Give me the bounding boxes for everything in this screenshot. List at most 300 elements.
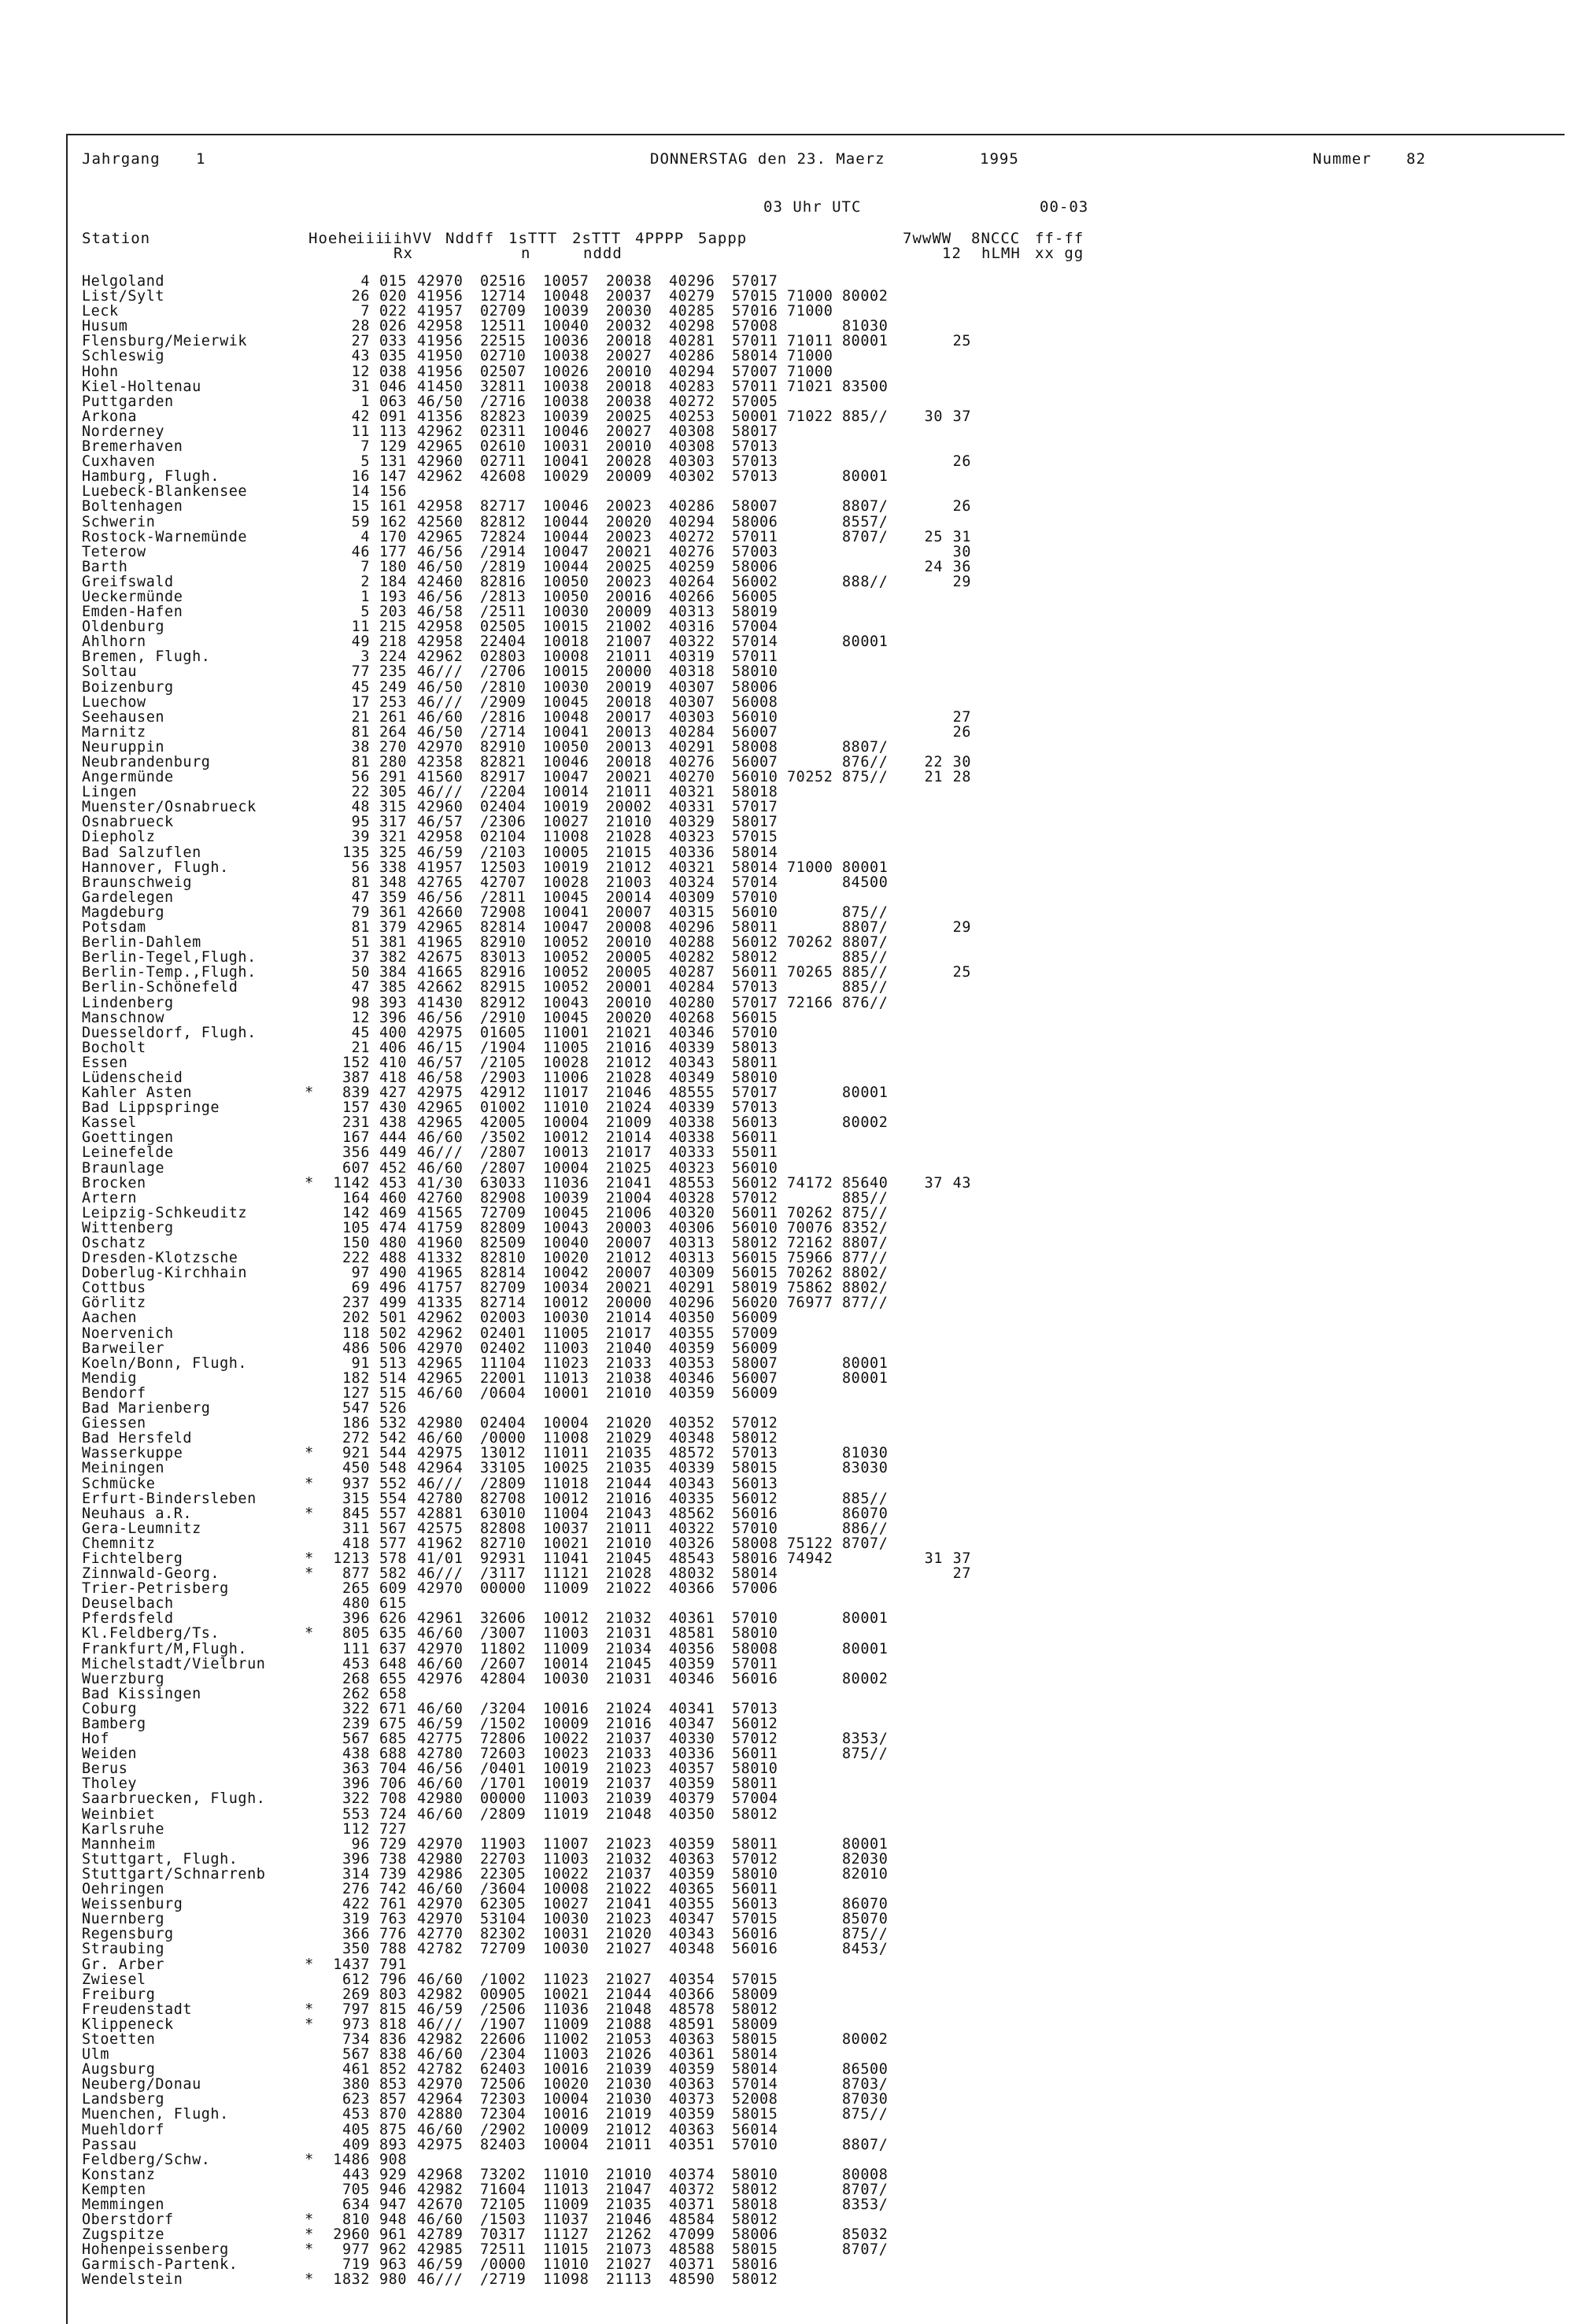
group-1sttt [543,1596,606,1611]
period: 00-03 [1040,198,1089,216]
table-row [82,770,971,785]
table-row [82,845,971,860]
mountain-marker [299,1687,320,1701]
table-row [82,2092,971,2107]
group-1sttt: 10052 [543,949,589,966]
mountain-marker [299,1221,320,1236]
group-nddff: 02003 [480,1310,527,1327]
table-row [82,710,971,725]
group-2sttt [606,2152,669,2167]
group-ff2 [943,364,971,379]
mountain-marker [299,1371,320,1386]
group-1sttt: 10031 [543,1926,589,1943]
station-height: 269 [342,1986,370,2003]
group-ff2 [943,980,971,995]
group-5appp [732,1687,787,1701]
station-height: 1213 [333,1550,370,1567]
group-iihvv: 41/01 [417,1550,464,1567]
group-4pppp: 40276 [669,543,715,560]
group-1sttt: 10005 [543,844,589,861]
group-4pppp: 40359 [669,1865,715,1882]
mountain-marker [299,1251,320,1265]
group-4pppp: 40352 [669,1415,715,1432]
group-iihvv: 46/// [417,1475,464,1492]
group-1sttt: 11003 [543,1339,589,1357]
group-ff1 [914,1611,943,1626]
group-ff1 [914,2182,943,2197]
group-2sttt: 20032 [606,318,652,335]
group-4pppp: 48581 [669,1625,715,1642]
station-height: 59 [351,513,370,530]
group-nddff: /2807 [480,1144,527,1162]
group-5appp: 58011 [732,1775,778,1793]
group-ff1 [914,1837,943,1852]
group-2sttt: 20020 [606,1009,652,1026]
group-iihvv: 42770 [417,1926,464,1943]
group-7wwww [787,1642,842,1657]
group-iihvv: 42961 [417,1610,464,1628]
group-7wwww [787,1776,842,1791]
group-iihvv: 46/56 [417,543,464,560]
station-id: 836 [379,2030,408,2048]
group-ff1 [914,379,943,394]
group-ff1 [914,2077,943,2092]
station-height: 1 [360,393,370,410]
group-2sttt: 21023 [606,1911,652,1928]
group-ff2: 25 [952,964,971,981]
group-8nccc: 877// [842,1250,889,1267]
group-ff2 [943,1957,971,1972]
group-ff2 [943,394,971,409]
station-height: 480 [342,1595,370,1613]
group-5appp: 56007 [732,754,778,770]
station-id: 015 [379,273,408,290]
group-7wwww [787,1687,842,1701]
mountain-marker [299,1882,320,1897]
group-iihvv: 41332 [417,1250,464,1267]
group-1sttt: 10029 [543,468,589,486]
table-row [82,1476,971,1491]
mountain-marker [299,1025,320,1040]
group-1sttt: 10013 [543,1144,589,1162]
group-7wwww [787,1566,842,1581]
group-4pppp: 40322 [669,634,715,651]
group-ff2 [943,1837,971,1852]
group-iihvv: 41450 [417,378,464,395]
group-2sttt: 21009 [606,1114,652,1132]
group-7wwww [787,1807,842,1822]
group-nddff: 82823 [480,408,527,425]
group-7wwww [787,875,842,890]
group-iihvv: 46/60 [417,1625,464,1642]
station-name: Neubrandenburg [82,754,211,770]
group-7wwww: 71000 [787,859,833,876]
group-ff2 [943,1746,971,1761]
station-id: 526 [379,1400,408,1417]
station-id: 532 [379,1415,408,1432]
station-height: 396 [342,1850,370,1868]
group-5appp: 58012 [732,949,778,966]
group-ff1 [914,1912,943,1927]
group-1sttt: 11003 [543,2046,589,2064]
group-7wwww [787,619,842,634]
mountain-marker [299,770,320,785]
group-nddff: 01002 [480,1099,527,1117]
group-ff2 [943,1506,971,1521]
group-7wwww [787,1341,842,1356]
group-5appp: 56012 [732,1490,778,1507]
group-2sttt: 20010 [606,934,652,951]
group-2sttt [606,1957,669,1972]
group-8nccc [842,1657,914,1672]
group-nddff: 92931 [480,1550,527,1567]
group-5appp: 58012 [732,1805,778,1823]
station-height: 547 [342,1400,370,1417]
group-2sttt: 21040 [606,1339,652,1357]
group-1sttt: 10019 [543,1775,589,1793]
group-5appp: 58019 [732,1280,778,1297]
group-ff1 [914,1115,943,1130]
group-ff1 [914,1416,943,1431]
group-iihvv: 41565 [417,1204,464,1221]
station-name: Hamburg, Flugh. [82,468,220,486]
station-name: Zinnwald-Georg. [82,1565,220,1583]
group-ff2 [943,950,971,965]
group-2sttt: 21033 [606,1354,652,1372]
table-row [82,1867,971,1882]
mountain-marker: * [305,2241,314,2259]
group-8nccc [842,1040,914,1055]
group-ff2 [943,634,971,649]
group-5appp: 57014 [732,874,778,891]
group-nddff: /3007 [480,1625,527,1642]
group-5appp [732,2152,787,2167]
group-2sttt: 21014 [606,1310,652,1327]
group-8nccc [842,1776,914,1791]
group-5appp: 57011 [732,378,778,395]
group-5appp: 56016 [732,1505,778,1522]
mountain-marker [299,1912,320,1927]
group-1sttt: 10052 [543,934,589,951]
group-8nccc [842,589,914,604]
group-1sttt: 11127 [543,2226,589,2244]
station-id: 033 [379,333,408,350]
group-ff2 [943,1807,971,1822]
group-ff2 [943,1431,971,1446]
station-id: 218 [379,634,408,651]
group-ff1 [914,1145,943,1160]
group-1sttt [543,2152,606,2167]
group-5appp [732,1957,787,1972]
group-nddff: 42608 [480,468,527,486]
group-nddff: 72511 [480,2241,527,2259]
mountain-marker [299,319,320,334]
station-id: 184 [379,573,408,590]
group-8nccc: 82030 [842,1850,889,1868]
station-name: Görlitz [82,1295,146,1312]
station-id: 557 [379,1505,408,1522]
group-ff2 [943,829,971,844]
group-5appp [732,484,787,499]
group-8nccc: 876// [842,754,889,770]
station-name: Neuberg/Donau [82,2076,201,2093]
group-7wwww [787,1521,842,1536]
station-id: 177 [379,543,408,560]
group-8nccc: 80001 [842,1084,889,1102]
station-name: Fichtelberg [82,1550,183,1567]
group-5appp: 58006 [732,678,778,696]
group-5appp: 56014 [732,2121,778,2138]
group-nddff: 72709 [480,1204,527,1221]
group-5appp: 58014 [732,2061,778,2078]
station-height: 5 [360,453,370,471]
group-2sttt: 21035 [606,1460,652,1477]
group-7wwww [787,1852,842,1867]
group-2sttt: 21262 [606,2226,652,2244]
group-5appp: 56012 [732,934,778,951]
station-id: 035 [379,348,408,365]
group-5appp: 57013 [732,468,778,486]
station-id: 791 [379,1956,408,1973]
mountain-marker: * [305,1475,314,1492]
group-4pppp: 40286 [669,348,715,365]
group-5appp: 58014 [732,2046,778,2064]
group-ff2: 25 [952,333,971,350]
group-2sttt: 20016 [606,588,652,605]
group-8nccc: 8807/ [842,498,889,515]
group-4pppp: 40321 [669,784,715,801]
group-4pppp: 40361 [669,1610,715,1628]
group-5appp: 56011 [732,1204,778,1221]
group-8nccc [842,364,914,379]
group-5appp: 58012 [732,1235,778,1251]
station-name: Gardelegen [82,889,174,906]
mountain-marker [299,1265,320,1280]
group-5appp: 58012 [732,2211,778,2229]
group-ff2 [943,2212,971,2227]
mountain-marker [299,1070,320,1085]
station-height: 623 [342,2091,370,2108]
group-2sttt: 21015 [606,844,652,861]
group-4pppp: 40321 [669,859,715,876]
group-4pppp: 40276 [669,754,715,770]
group-8nccc: 80001 [842,1354,889,1372]
group-1sttt: 11006 [543,1069,589,1086]
group-ff1 [914,1341,943,1356]
group-8nccc: 888// [842,573,889,590]
station-name: Deuselbach [82,1595,174,1613]
station-id: 776 [379,1926,408,1943]
group-ff1: 31 [924,1550,943,1567]
group-ff2 [943,1701,971,1716]
group-8nccc: 885// [842,1490,889,1507]
station-id: 396 [379,1009,408,1026]
group-4pppp: 48578 [669,2001,715,2018]
group-8nccc: 80001 [842,1640,889,1657]
group-5appp: 57011 [732,333,778,350]
group-iihvv: 42660 [417,903,464,921]
group-nddff: 12503 [480,859,527,876]
station-id: 838 [379,2046,408,2064]
group-5appp: 57013 [732,438,778,456]
group-iihvv [417,2152,480,2167]
station-name: Giessen [82,1415,146,1432]
mountain-marker [299,935,320,950]
group-2sttt: 21020 [606,1926,652,1943]
table-row [82,634,971,649]
group-5appp: 57007 [732,363,778,380]
group-2sttt: 20018 [606,693,652,711]
group-8nccc: 875// [842,1746,889,1763]
group-7wwww [787,1912,842,1927]
group-4pppp: 40279 [669,288,715,305]
station-id: 147 [379,468,408,486]
group-8nccc [842,1687,914,1701]
station-id: 626 [379,1610,408,1628]
group-7wwww [787,1040,842,1055]
table-row [82,1521,971,1536]
group-ff1 [914,1776,943,1791]
group-5appp: 57008 [732,318,778,335]
group-1sttt: 10016 [543,1700,589,1717]
group-ff1 [914,575,943,589]
mountain-marker [299,1867,320,1882]
group-1sttt: 10014 [543,784,589,801]
group-7wwww: 74172 [787,1174,833,1192]
group-5appp: 58007 [732,1354,778,1372]
group-4pppp: 40379 [669,1790,715,1808]
station-height: 81 [351,754,370,770]
table-row [82,2152,971,2167]
group-1sttt: 10004 [543,2136,589,2153]
station-height: 553 [342,1805,370,1823]
group-2sttt: 21033 [606,1746,652,1763]
station-id: 615 [379,1595,408,1613]
observation-table [82,274,971,2288]
station-id: 410 [379,1054,408,1071]
group-5appp: 56007 [732,723,778,741]
group-nddff: 82814 [480,919,527,937]
group-8nccc: 876// [842,994,889,1011]
group-4pppp: 40259 [669,558,715,575]
group-ff1 [914,980,943,995]
group-ff2 [943,1987,971,2002]
mountain-marker [299,1055,320,1070]
station-id: 929 [379,2166,408,2183]
group-7wwww [787,1115,842,1130]
group-ff2 [943,1491,971,1506]
group-nddff: 02710 [480,348,527,365]
group-7wwww [787,950,842,965]
group-ff1 [914,1011,943,1025]
station-height: 314 [342,1865,370,1882]
group-ff1 [914,499,943,514]
group-iihvv: 41/30 [417,1174,464,1192]
group-5appp: 57017 [732,1084,778,1102]
station-id: 379 [379,919,408,937]
mountain-marker [299,1611,320,1626]
group-ff1 [914,2212,943,2227]
group-8nccc [842,725,914,740]
group-nddff: 70317 [480,2226,527,2244]
group-2sttt: 20037 [606,288,652,305]
station-name: Puttgarden [82,393,174,410]
station-height: 38 [351,738,370,756]
group-ff1 [914,1025,943,1040]
group-nddff: 33105 [480,1460,527,1477]
group-nddff: /2306 [480,814,527,831]
group-ff1 [914,1626,943,1641]
mountain-marker [299,695,320,710]
group-7wwww [787,2092,842,2107]
mountain-marker [299,860,320,875]
group-iihvv: 41965 [417,934,464,951]
group-5appp: 57012 [732,1731,778,1748]
group-ff1 [914,289,943,304]
mountain-marker [299,1206,320,1221]
station-height: 105 [342,1219,370,1236]
station-id: 893 [379,2136,408,2153]
group-ff2 [943,1927,971,1942]
group-8nccc [842,2123,914,2137]
mountain-marker [299,1791,320,1806]
table-row [82,1731,971,1746]
station-height: 356 [342,1144,370,1162]
mountain-marker [299,1581,320,1596]
station-height: 4 [360,273,370,290]
station-height: 1832 [333,2271,370,2289]
station-name: Duesseldorf, Flugh. [82,1024,257,1041]
group-nddff: 42804 [480,1670,527,1687]
group-ff2: 26 [952,453,971,471]
group-2sttt [606,484,669,499]
group-ff1 [914,1100,943,1115]
group-iihvv: 42965 [417,438,464,456]
group-ff2 [943,2017,971,2032]
group-ff1 [914,484,943,499]
group-ff2 [943,2107,971,2122]
group-4pppp: 40291 [669,738,715,756]
group-1sttt: 10004 [543,2091,589,2108]
group-7wwww [787,1701,842,1716]
group-2sttt: 21014 [606,1129,652,1147]
group-7wwww [787,1326,842,1341]
group-4pppp: 40281 [669,333,715,350]
group-nddff: 02711 [480,453,527,471]
group-ff1 [914,1431,943,1446]
group-8nccc [842,424,914,439]
station-id: 161 [379,498,408,515]
group-8nccc: 85032 [842,2226,889,2244]
group-1sttt: 11008 [543,829,589,846]
group-1sttt: 10012 [543,1490,589,1507]
group-iihvv: 46/58 [417,604,464,621]
group-2sttt: 20000 [606,663,652,681]
group-1sttt: 11036 [543,1174,589,1192]
group-ff2 [943,1206,971,1221]
group-4pppp: 48543 [669,1550,715,1567]
station-id: 180 [379,558,408,575]
group-ff1 [914,2257,943,2272]
station-height: 97 [351,1265,370,1282]
station-height: 409 [342,2136,370,2153]
station-name: Rostock-Warnemünde [82,528,248,545]
group-ff1 [914,349,943,364]
station-id: 947 [379,2197,408,2213]
mountain-marker [299,2167,320,2182]
group-2sttt: 21028 [606,1565,652,1583]
group-iihvv: 42962 [417,468,464,486]
